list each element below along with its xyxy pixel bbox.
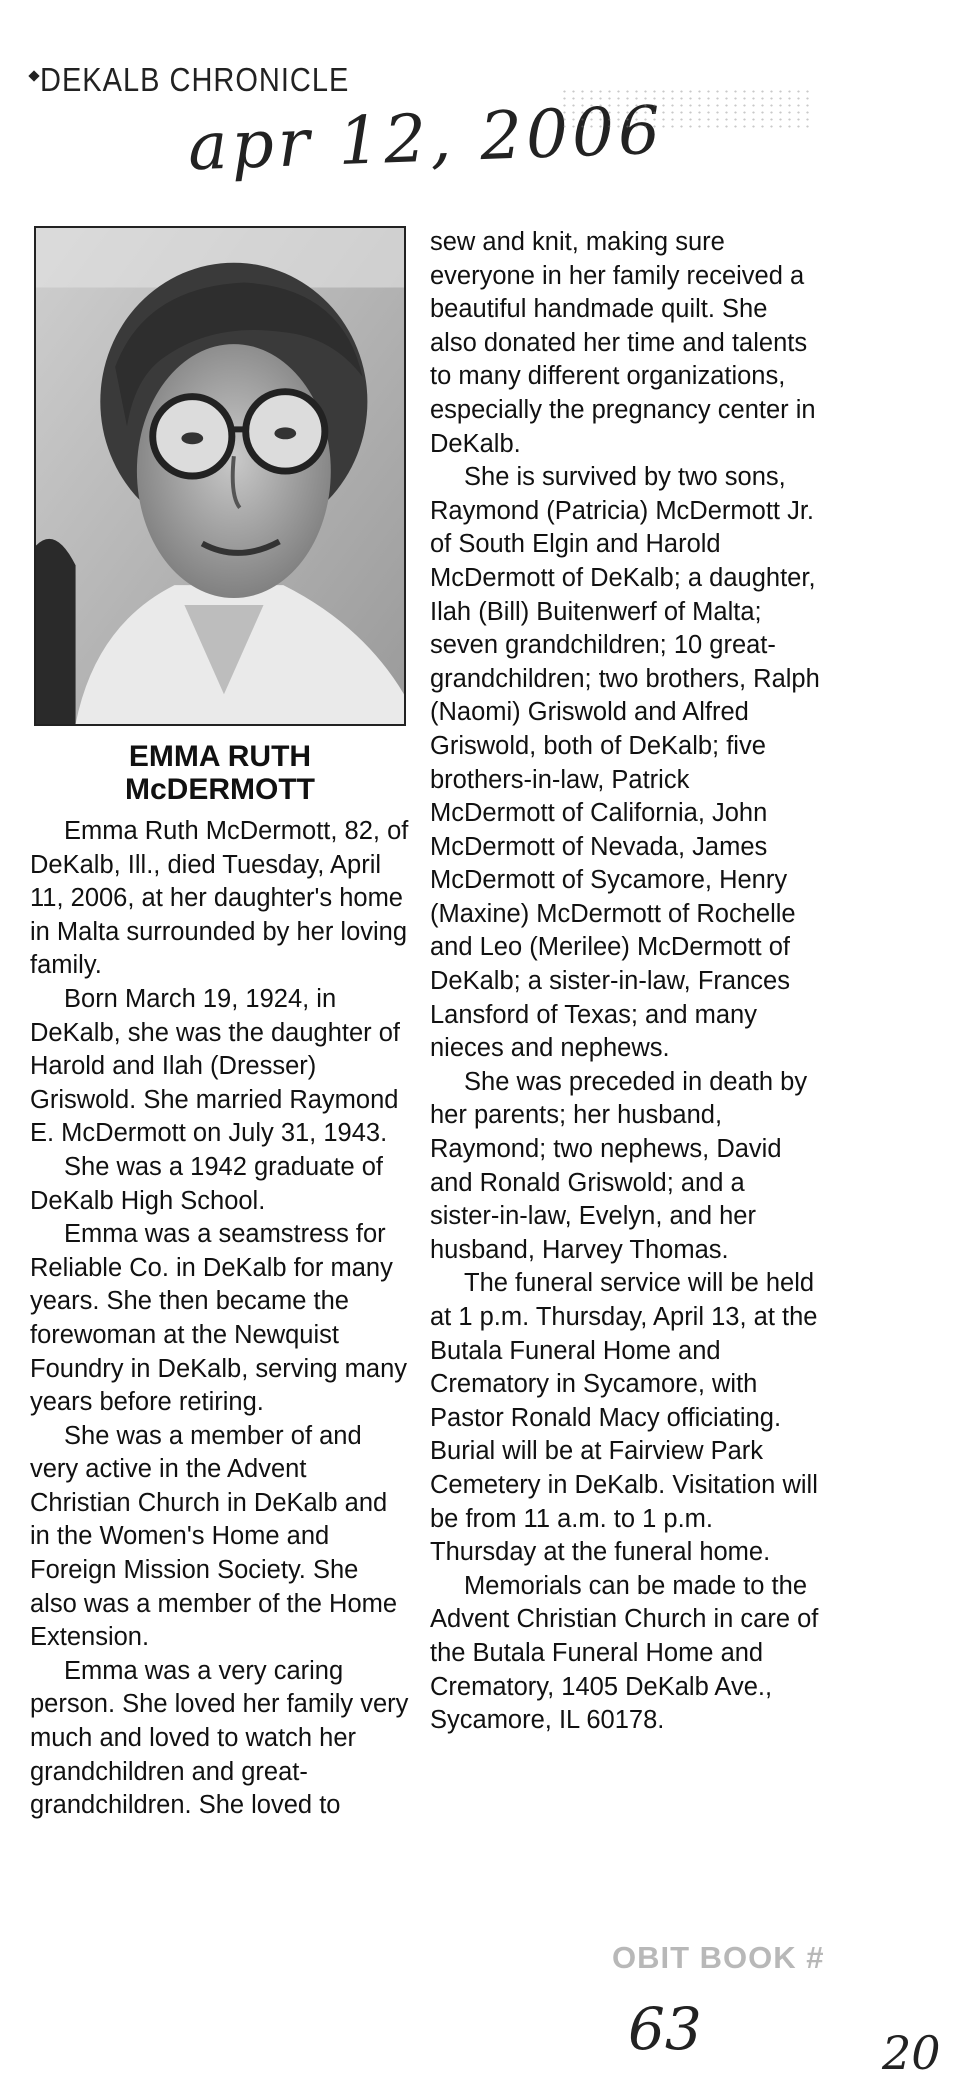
handwritten-book-number: 63 (628, 1995, 702, 2063)
paragraph: Born March 19, 1924, in DeKalb, she was the daughter of Harold and Ilah (Dresser) Griswold. She married Raymond E. McDermott on July 31, 1943. (30, 984, 400, 1148)
obituary-column-left (30, 815, 410, 1823)
paragraph: Memorials can be made to the Advent Christian Church in care of the Butala Funeral Home and Crematory, 1405 DeKalb Ave., Sycamore, IL 60178. (430, 1571, 819, 1735)
obituary-name (34, 740, 406, 806)
obit-book-stamp: OBIT BOOK # (612, 1940, 825, 1975)
paragraph: She was preceded in death by her parents; her husband, Raymond; two nephews, David and Ronald Griswold; and a sister-in-law, Evelyn, and her husband, Harvey Thomas. (430, 1067, 808, 1264)
masthead-bullet-icon (28, 70, 39, 81)
paragraph: Emma was a very caring person. She loved her family very much and loved to watch her grandchildren and great-grandchildren. She loved to (30, 1656, 409, 1820)
portrait-photo (34, 226, 406, 726)
name-line-last: McDERMOTT (125, 773, 315, 806)
obituary-column-right (430, 226, 820, 1738)
handwritten-date: apr 12, 2006 (186, 91, 666, 186)
paragraph: The funeral service will be held at 1 p.m. Thursday, April 13, at the Butala Funeral Home and Crematory in Sycamore, with Pastor Ronald Macy officiating. Burial will be at Fairview Park Cemetery in DeKalb. Visitation will be from 11 a.m. to 1 p.m. Thursday at the funeral home. (430, 1269, 818, 1567)
paragraph: She was a member of and very active in the Advent Christian Church in DeKalb and in the Women's Home and Foreign Mission Society. She also was a member of the Home Extension. (30, 1421, 398, 1652)
scan-speckle (560, 88, 810, 128)
paragraph: Emma Ruth McDermott, 82, of DeKalb, Ill., died Tuesday, April 11, 2006, at her daughter's home in Malta surrounded by her loving family. (30, 817, 409, 980)
paragraph: She is survived by two sons, Raymond (Patricia) McDermott Jr. of South Elgin and Harold McDermott of DeKalb; a daughter, Ilah (Bill) Buitenwerf of Malta; seven grandchildren; 10 great-grandchildren; two brothers, Ralph (Naomi) Griswold and Alfred Griswold, both of DeKalb; five brothers-in-law, Patrick McDermott of California, John McDermott of Nevada, James McDermott of Sycamore, Henry (Maxine) McDermott of Rochelle and Leo (Merilee) McDermott of DeKalb; a sister-in-law, Frances Lansford of Texas; and many nieces and nephews. (430, 463, 820, 1063)
handwritten-edge-mark: 20 (882, 2026, 941, 2080)
portrait-illustration (36, 228, 404, 724)
paragraph: Emma was a seamstress for Reliable Co. in DeKalb for many years. She then became the forewoman at the Newquist Foundry in DeKalb, serving many years before retiring. (30, 1220, 408, 1417)
paragraph: sew and knit, making sure everyone in her family received a beautiful handmade quilt. She also donated her time and talents to many different organizations, especially the pregnancy center in DeKalb. (430, 228, 816, 458)
paragraph: She was a 1942 graduate of DeKalb High School. (30, 1152, 383, 1215)
newspaper-masthead: DEKALB CHRONICLE (40, 62, 350, 99)
name-line-first: EMMA RUTH (128, 740, 312, 773)
